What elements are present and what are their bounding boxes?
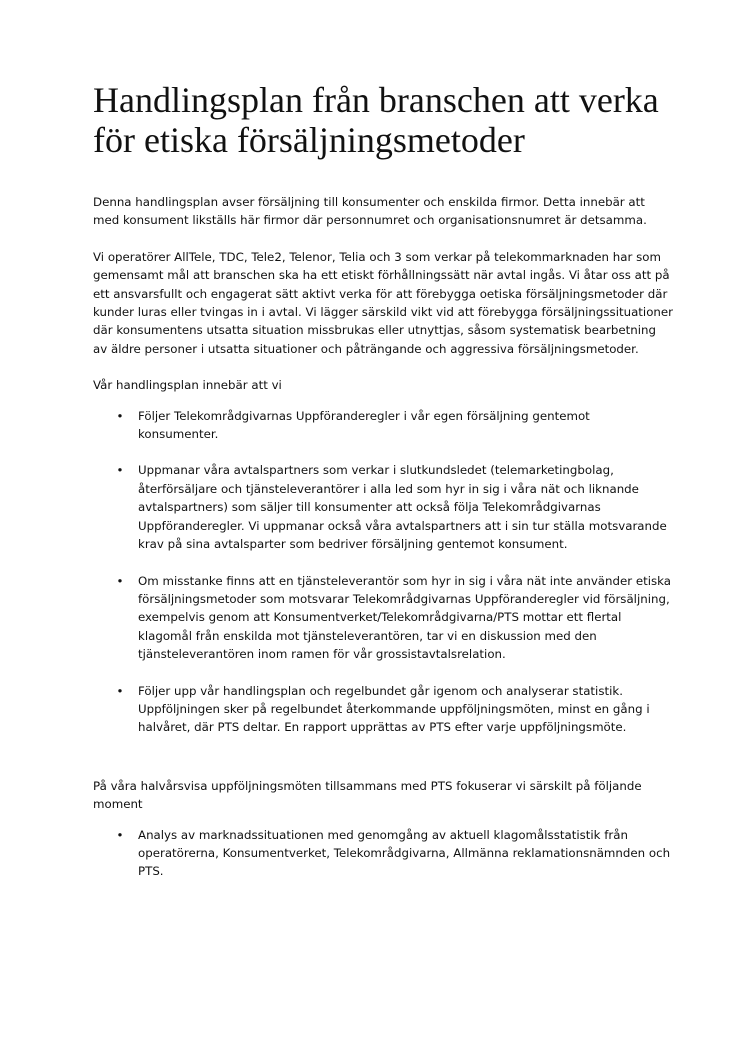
list-item bbox=[93, 682, 673, 737]
list-item-text: Uppmanar våra avtalspartners som verkar i slutkundsledet (telemarketingbolag, återförsäljare och tjänsteleverantörer i alla led som hyr in sig i våra nät och liknande avtalspartners) som säljer till konsumenter att också följa Telekområdgivarnas Uppföranderegler. Vi uppmanar också våra avtalspartners att i sin tur ställa motsvarande krav på sina avtalsparter som bedriver försäljning gentemot konsument. bbox=[138, 463, 667, 552]
intro-paragraph: Denna handlingsplan avser försäljning till konsumenter och enskilda firmor. Detta innebär att med konsument likställs här firmor där personnumret och organisationsnumret är detsamma. bbox=[93, 195, 647, 228]
plan-bullet-list bbox=[93, 407, 673, 737]
followup-paragraph: På våra halvårsvisa uppföljningsmöten tillsammans med PTS fokuserar vi särskilt på följande moment bbox=[93, 778, 642, 812]
bullet-icon: • bbox=[116, 573, 124, 588]
list-item-text: Analys av marknadssituationen med genomgång av aktuell klagomålsstatistik från operatörerna, Konsumentverket, Telekområdgivarna, Allmänna reklamationsnämnden och PTS. bbox=[138, 827, 671, 879]
list-item bbox=[93, 826, 673, 881]
plan-lead-paragraph: Vår handlingsplan innebär att vi bbox=[93, 378, 282, 393]
list-item bbox=[93, 407, 673, 444]
bullet-icon: • bbox=[116, 683, 124, 698]
list-item bbox=[93, 572, 673, 664]
bullet-icon: • bbox=[116, 827, 124, 842]
operators-paragraph: Vi operatörer AllTele, TDC, Tele2, Telenor, Telia och 3 som verkar på telekommarknaden har som gemensamt mål att branschen ska ha ett etiskt förhållningssätt när avtal ingås. Vi åtar oss att på ett ansvarsfullt och engagerat sätt aktivt verka för att förebygga oetiska försäljningsmetoder där kunder luras eller tvingas in i avtal. Vi lägger särskild vikt vid att förebygga försäljningssituationer där konsumentens utsatta situation missbrukas eller utnyttjas, såsom systematisk bearbetning av äldre personer i utsatta situationer och påträngande och aggressiva försäljningsmetoder. bbox=[93, 249, 674, 356]
document-body bbox=[93, 193, 673, 881]
list-item-text: Följer upp vår handlingsplan och regelbundet går igenom och analyserar statistik. Uppföljningen sker på regelbundet återkommande uppföljningsmöten, minst en gång i halvåret, där PTS deltar. En rapport upprättas av PTS efter varje uppföljningsmöte. bbox=[138, 683, 650, 735]
list-item-text: Om misstanke finns att en tjänsteleverantör som hyr in sig i våra nät inte använder etiska försäljningsmetoder som motsvarar Telekområdgivarnas Uppföranderegler vid försäljning, exempelvis genom att Konsumentverket/Telekområdgivarna/PTS mottar ett flertal klagomål från enskilda mot tjänsteleverantören, tar vi en diskussion med den tjänsteleverantören inom ramen för vår grossistavtalsrelation. bbox=[138, 573, 672, 662]
followup-bullet-list bbox=[93, 826, 673, 881]
bullet-icon: • bbox=[116, 408, 124, 423]
bullet-icon: • bbox=[116, 463, 124, 478]
document-title: Handlingsplan från branschen att verka för etiska försäljningsmetoder bbox=[93, 80, 659, 160]
list-item bbox=[93, 461, 673, 553]
list-item-text: Följer Telekområdgivarnas Uppföranderegler i vår egen försäljning gentemot konsumenter. bbox=[138, 408, 590, 442]
